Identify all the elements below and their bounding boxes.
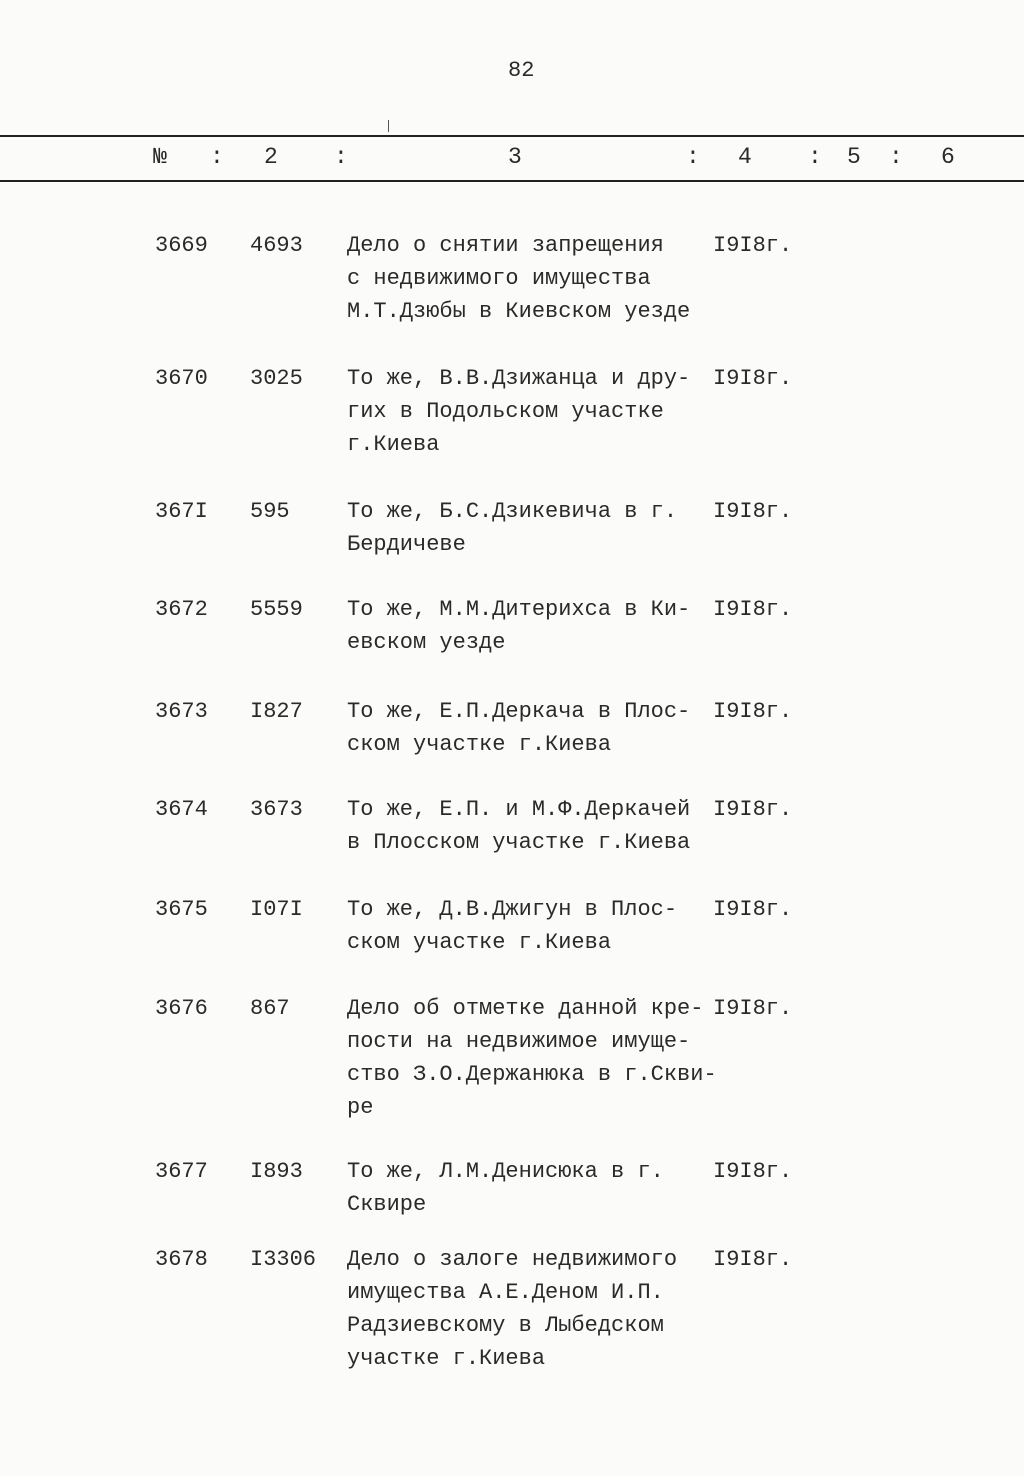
- old-number: I3306: [250, 1247, 317, 1272]
- description-line: имущества А.Е.Деном И.П.: [347, 1280, 664, 1305]
- entry-date: I9I8г.: [713, 797, 793, 822]
- page-number: 82: [508, 58, 535, 83]
- old-number: 5559: [250, 597, 303, 622]
- header-separator: :: [686, 144, 700, 170]
- old-number: I827: [250, 699, 303, 724]
- entry-date: I9I8г.: [713, 897, 793, 922]
- entry-description: [347, 229, 690, 328]
- header-separator: :: [210, 144, 224, 170]
- description-line: гих в Подольском участке: [347, 399, 664, 424]
- description-line: ре: [347, 1095, 374, 1120]
- entry-number: 3673: [155, 699, 208, 724]
- entry-number: 3670: [155, 366, 208, 391]
- entry-number: 3672: [155, 597, 208, 622]
- old-number: 3025: [250, 366, 303, 391]
- entry-number: 3675: [155, 897, 208, 922]
- old-number: 595: [250, 499, 290, 524]
- description-line: Радзиевскому в Лыбедском: [347, 1313, 664, 1338]
- entry-description: [347, 992, 717, 1124]
- description-line: ском участке г.Киева: [347, 732, 612, 757]
- header-separator: :: [808, 144, 822, 170]
- entry-description: [347, 893, 677, 959]
- description-line: То же, В.В.Дзижанца и дру-: [347, 366, 691, 391]
- entry-description: [347, 593, 690, 659]
- entry-description: [347, 1243, 677, 1375]
- header-col4: 4: [738, 144, 752, 170]
- header-col2: 2: [264, 144, 278, 170]
- header-col3: 3: [508, 144, 522, 170]
- description-line: То же, Д.В.Джигун в Плос-: [347, 897, 678, 922]
- header-bottom-rule: [0, 180, 1024, 182]
- entry-description: [347, 1155, 664, 1221]
- entry-number: 3677: [155, 1159, 208, 1184]
- description-line: пости на недвижимое имуще-: [347, 1029, 691, 1054]
- description-line: Сквире: [347, 1192, 427, 1217]
- description-line: То же, Л.М.Денисюка в г.: [347, 1159, 664, 1184]
- description-line: То же, Е.П. и М.Ф.Деркачей: [347, 797, 691, 822]
- description-line: То же, М.М.Дитерихса в Ки-: [347, 597, 691, 622]
- header-col5: 5: [847, 144, 861, 170]
- description-line: Дело о снятии запрещения: [347, 233, 664, 258]
- entry-number: 3669: [155, 233, 208, 258]
- entry-date: I9I8г.: [713, 1247, 793, 1272]
- entry-number: 3676: [155, 996, 208, 1021]
- entry-date: I9I8г.: [713, 1159, 793, 1184]
- entry-date: I9I8г.: [713, 597, 793, 622]
- scan-mark: [388, 120, 389, 132]
- description-line: участке г.Киева: [347, 1346, 546, 1371]
- description-line: ство З.О.Держанюка в г.Скви-: [347, 1062, 717, 1087]
- entry-date: I9I8г.: [713, 233, 793, 258]
- description-line: в Плосском участке г.Киева: [347, 830, 691, 855]
- old-number: I893: [250, 1159, 303, 1184]
- entry-number: 3674: [155, 797, 208, 822]
- description-line: Дело о залоге недвижимого: [347, 1247, 678, 1272]
- description-line: Бердичеве: [347, 532, 466, 557]
- entry-description: [347, 362, 690, 461]
- entry-date: I9I8г.: [713, 699, 793, 724]
- entry-date: I9I8г.: [713, 499, 793, 524]
- header-col6: 6: [941, 144, 955, 170]
- description-line: евском уезде: [347, 630, 506, 655]
- old-number: 4693: [250, 233, 303, 258]
- old-number: 3673: [250, 797, 303, 822]
- header-separator: :: [334, 144, 348, 170]
- description-line: М.Т.Дзюбы в Киевском уезде: [347, 299, 691, 324]
- description-line: Дело об отметке данной кре-: [347, 996, 704, 1021]
- header-top-rule: [0, 135, 1024, 137]
- entry-description: [347, 495, 677, 561]
- old-number: I07I: [250, 897, 303, 922]
- entry-date: I9I8г.: [713, 366, 793, 391]
- entry-description: [347, 695, 690, 761]
- header-col1: №: [153, 144, 167, 170]
- entry-number: 3678: [155, 1247, 208, 1272]
- entry-description: [347, 793, 690, 859]
- entry-number: 367I: [155, 499, 208, 524]
- description-line: г.Киева: [347, 432, 440, 457]
- old-number: 867: [250, 996, 290, 1021]
- description-line: с недвижимого имущества: [347, 266, 651, 291]
- description-line: ском участке г.Киева: [347, 930, 612, 955]
- entry-date: I9I8г.: [713, 996, 793, 1021]
- description-line: То же, Е.П.Деркача в Плос-: [347, 699, 691, 724]
- header-separator: :: [889, 144, 903, 170]
- description-line: То же, Б.С.Дзикевича в г.: [347, 499, 678, 524]
